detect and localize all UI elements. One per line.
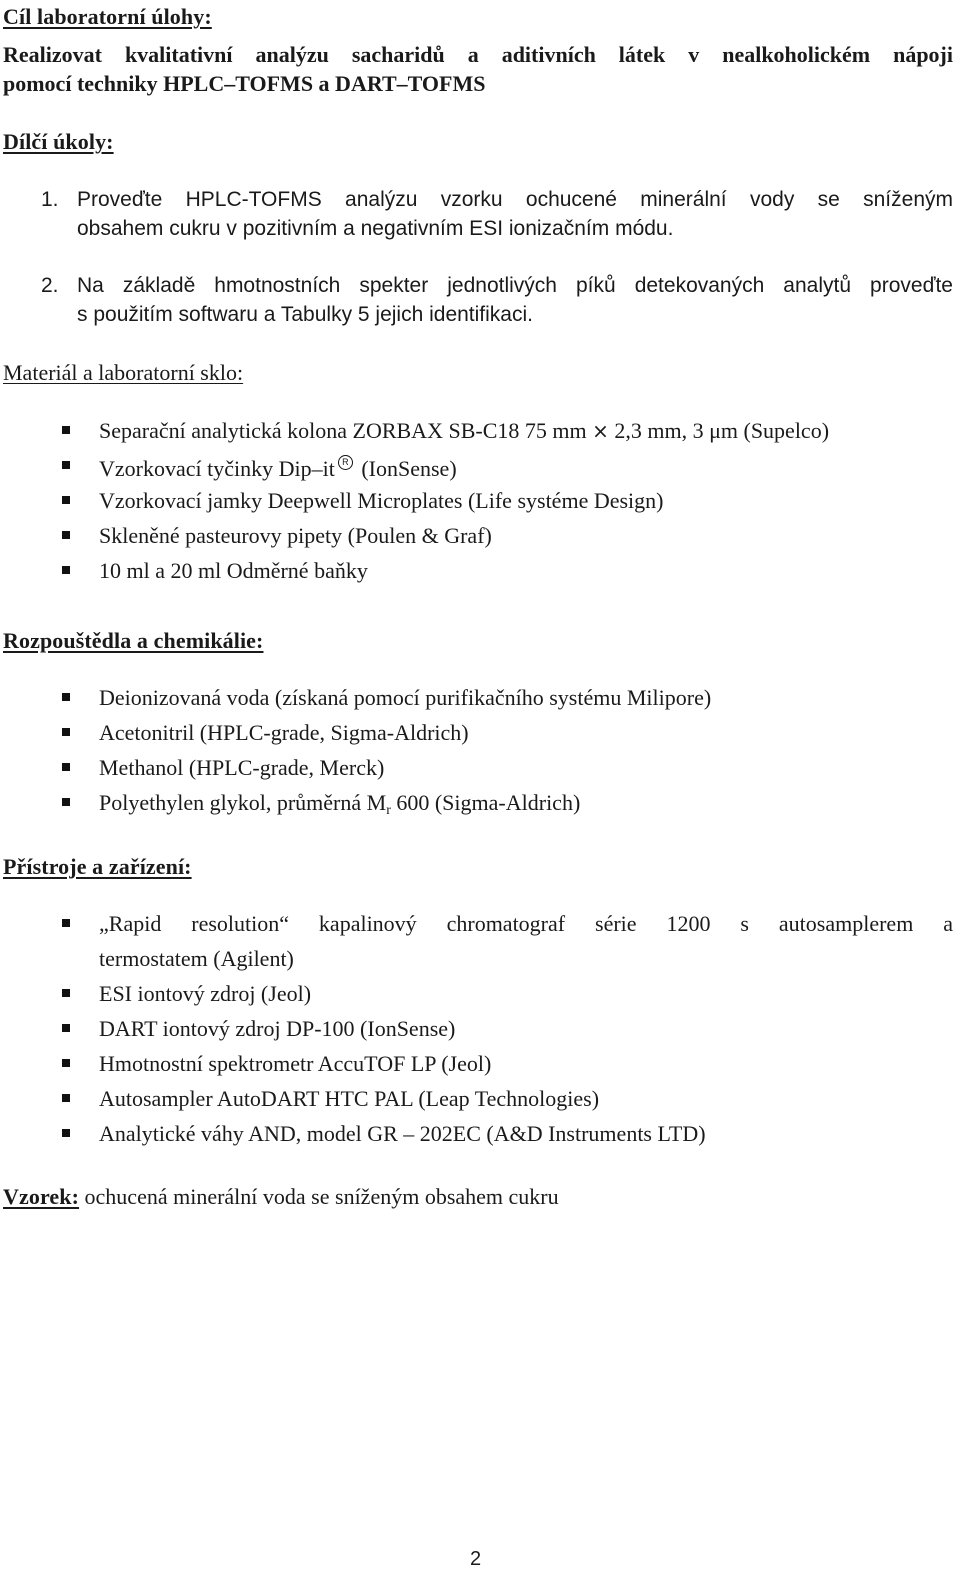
chemicals-heading: Rozpouštědla a chemikálie: [3,628,264,653]
subtask-number-2: 2. [41,274,59,297]
chemical-item-peg-text: Polyethylen glykol, průměrná M [99,790,387,815]
material-item-pipettes: Skleněné pasteurovy pipety (Poulen & Graf) [99,523,492,548]
instruments-heading: Přístroje a zařízení: [3,854,192,879]
bullet-icon [62,1059,70,1067]
sample-value: ochucená minerální voda se sníženým obsahem cukru [79,1184,559,1209]
material-item-dip-it [99,455,457,480]
goal-text-line-1: Realizovat kvalitativní analýzu sacharidů a aditivních látek v nealkoholickém nápoji [3,42,953,67]
bullet-icon [62,693,70,701]
subtask-number-1: 1. [41,188,59,211]
material-item-dip-it-brand: (IonSense) [361,456,457,481]
bullet-icon [62,496,70,504]
material-item-flasks: 10 ml a 20 ml Odměrné baňky [99,558,368,583]
subtask-2-line-1: Na základě hmotnostních spekter jednotlivých píků detekovaných analytů proveďte [77,274,953,297]
material-item-column-text: Separační analytická kolona ZORBAX SB-C18 75 mm [99,418,587,443]
bullet-icon [62,461,70,469]
instrument-item-esi: ESI iontový zdroj (Jeol) [99,981,312,1006]
instrument-item-chromatograph-line-1: „Rapid resolution“ kapalinový chromatograf série 1200 s autosamplerem a [99,911,953,936]
chemical-item-water: Deionizovaná voda (získaná pomocí purifikačního systému Milipore) [99,685,712,710]
bullet-icon [62,531,70,539]
bullet-icon [62,566,70,574]
bullet-icon [62,763,70,771]
subtask-2-line-2: s použitím softwaru a Tabulky 5 jejich identifikaci. [77,303,533,326]
bullet-icon [62,426,70,434]
goal-text-line-2: pomocí techniky HPLC–TOFMS a DART–TOFMS [3,71,486,96]
bullet-icon [62,989,70,997]
subtask-1-line-2: obsahem cukru v pozitivním a negativním ESI ionizačním módu. [77,217,674,240]
bullet-icon [62,798,70,806]
subtasks-heading: Dílčí úkoly: [3,129,114,154]
instrument-item-autosampler: Autosampler AutoDART HTC PAL (Leap Technologies) [99,1086,600,1111]
goal-heading: Cíl laboratorní úlohy: [3,4,212,29]
instrument-item-spectrometer: Hmotnostní spektrometr AccuTOF LP (Jeol) [99,1051,492,1076]
multiply-sign: × [592,419,609,443]
chemical-item-peg-rest: 600 (Sigma-Aldrich) [390,790,581,815]
instrument-item-chromatograph-line-2: termostatem (Agilent) [99,946,294,971]
material-heading: Materiál a laboratorní sklo: [3,360,244,385]
subscript-r: r [386,803,391,818]
sample-line [3,1186,559,1208]
sample-label: Vzorek: [3,1184,80,1209]
bullet-icon [62,1129,70,1137]
instrument-item-dart: DART iontový zdroj DP-100 (IonSense) [99,1016,456,1041]
registered-icon: R [338,455,353,470]
page-number: 2 [470,1548,482,1570]
bullet-icon [62,728,70,736]
subtask-1-line-1: Proveďte HPLC-TOFMS analýzu vzorku ochucené minerální vody se sníženým [77,188,953,211]
bullet-icon [62,1094,70,1102]
bullet-icon [62,919,70,927]
instrument-item-balance: Analytické váhy AND, model GR – 202EC (A&D Instruments LTD) [99,1121,706,1146]
chemical-item-methanol: Methanol (HPLC-grade, Merck) [99,755,385,780]
material-item-column [99,420,829,442]
material-item-dip-it-text: Vzorkovací tyčinky Dip–it [99,456,335,481]
bullet-icon [62,1024,70,1032]
chemical-item-acetonitrile: Acetonitril (HPLC-grade, Sigma-Aldrich) [99,720,469,745]
material-item-microplates: Vzorkovací jamky Deepwell Microplates (Life systéme Design) [99,488,664,513]
material-item-column-dims: 2,3 mm, 3 μm (Supelco) [614,418,830,443]
chemical-item-peg [99,792,580,818]
